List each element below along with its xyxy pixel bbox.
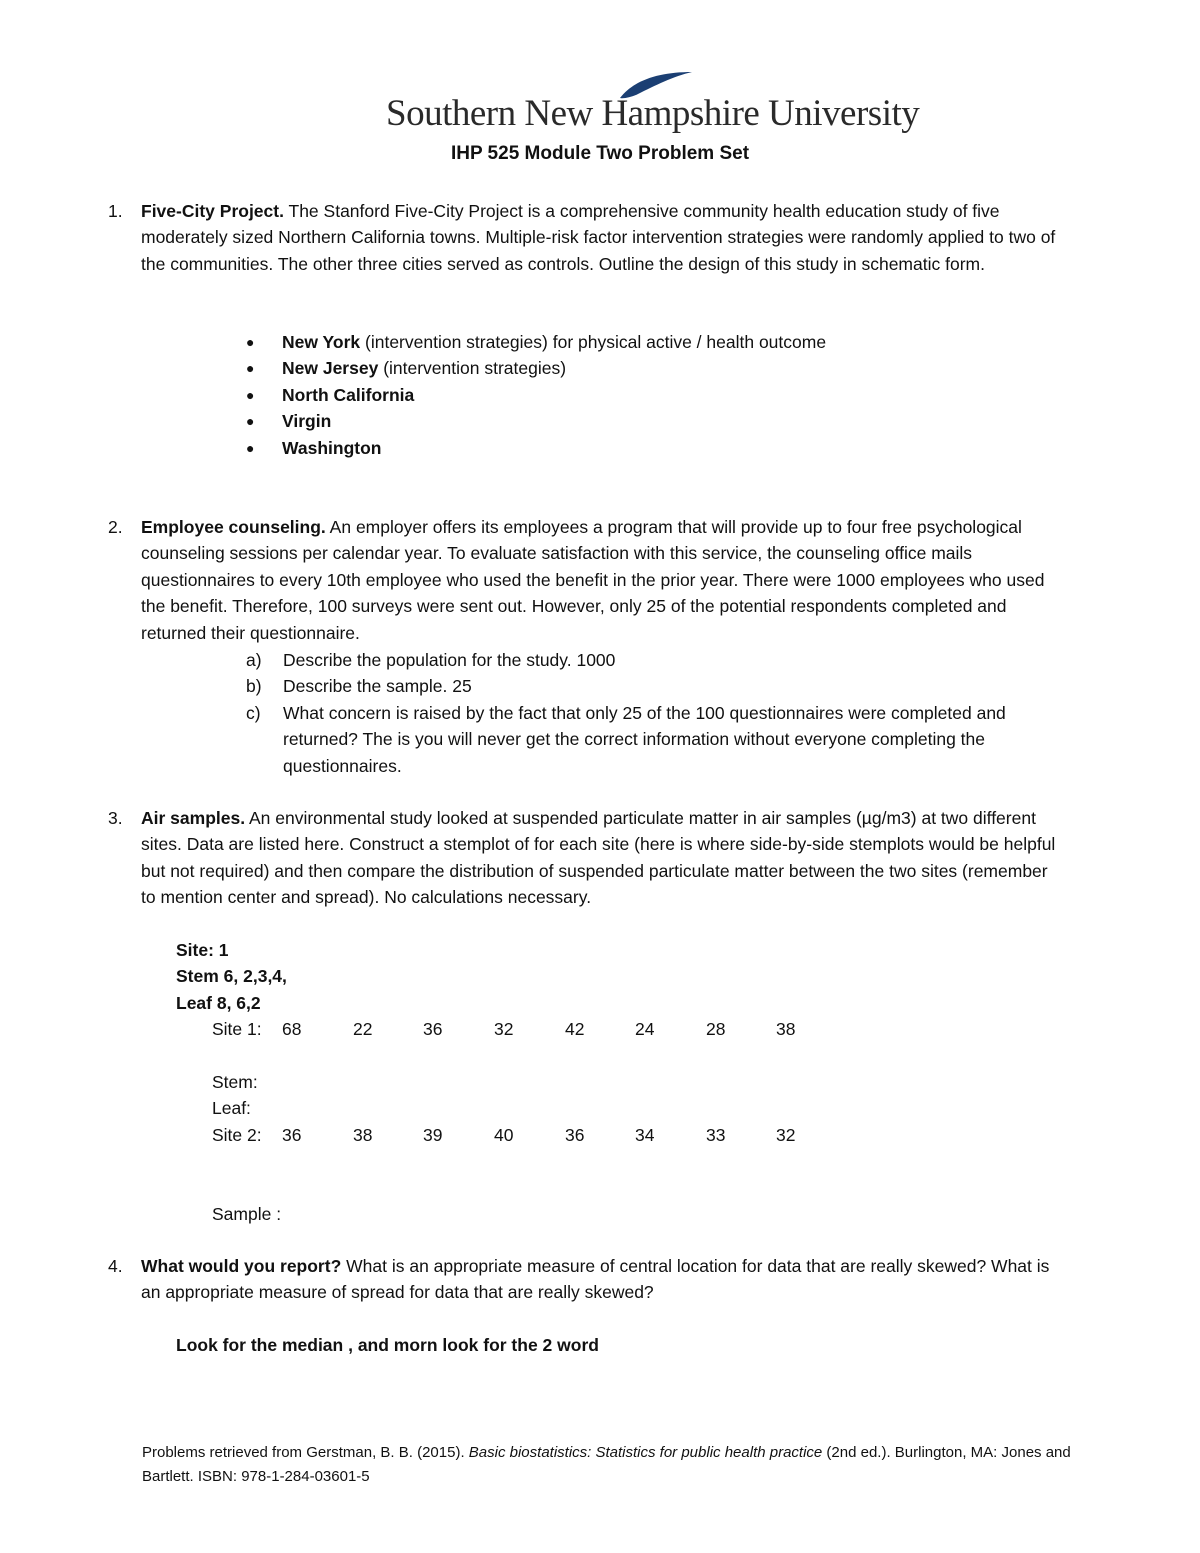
city-name: North California (282, 384, 415, 405)
site-2-value: 33 (706, 1125, 726, 1145)
bullet-icon: ● (246, 334, 255, 350)
site-2-row (0, 1122, 1200, 1149)
site-1-value: 28 (706, 1019, 726, 1039)
question-number: 3. (108, 808, 123, 828)
site-1-value: 68 (282, 1019, 302, 1039)
question-text: What is an appropriate measure of central location for data that are really skewed? What is an appropriate measure of spread for data that are really skewed? (141, 1256, 1050, 1303)
site-1-value: 32 (494, 1019, 514, 1039)
question-number: 1. (108, 201, 123, 221)
site-2-value: 32 (776, 1125, 796, 1145)
site-2-value: 38 (353, 1125, 373, 1145)
site-1-row (0, 1016, 1200, 1043)
answer-text: Look for the median , and morn look for the 2 word (176, 1335, 599, 1355)
site-1-value: 42 (565, 1019, 585, 1039)
stem-label: Stem: (212, 1072, 258, 1092)
bullet-icon: ● (246, 439, 255, 456)
site-2-value: 34 (635, 1125, 655, 1145)
question-number: 4. (108, 1256, 123, 1276)
page-title: IHP 525 Module Two Problem Set (450, 143, 750, 164)
question-heading: Employee counseling. (141, 517, 326, 537)
city-name: Washington (282, 437, 382, 458)
bullet-icon: ● (246, 360, 255, 377)
list-item (246, 647, 1026, 673)
bullet-icon: ● (246, 413, 255, 430)
sample-label: Sample : (212, 1204, 282, 1224)
item-text: Describe the sample. 25 (283, 676, 472, 697)
list-item (246, 673, 1026, 699)
question-heading: What would you report? (141, 1256, 342, 1276)
question-body (141, 514, 1061, 646)
question-heading: Five-City Project. (141, 201, 284, 221)
item-text: Describe the population for the study. 1000 (283, 650, 616, 670)
bullet-icon: ● (246, 386, 255, 403)
footer-citation (142, 1441, 1072, 1488)
site-2-label: Site 2: (212, 1125, 262, 1145)
stem-line: Stem 6, 2,3,4, (176, 966, 287, 986)
question-text: The Stanford Five-City Project is a comprehensive community health education study of five moderately sized Northern California towns. Multiple-risk factor intervention strategies were randomly applied to two of the communities. The other three cities served as controls. Outline the design of this study in schematic form. (141, 201, 1056, 274)
item-label: a) (246, 650, 262, 670)
site-2-value: 36 (565, 1125, 585, 1145)
site-1-value: 24 (635, 1019, 655, 1039)
leaf-line: Leaf 8, 6,2 (176, 993, 261, 1013)
site-1-value: 38 (776, 1019, 796, 1039)
question-text: An environmental study looked at suspended particulate matter in air samples (µg/m3) at two different sites. Data are listed here. Construct a stemplot of for each site (here is where side-by-side stemplots would be helpful but not required) and then compare the distribution of suspended particulate matter between the two sites (remember to mention center and spread). No calculations necessary. (141, 808, 1056, 908)
city-note: (intervention strategies) for physical active / health outcome (360, 332, 827, 352)
citation-book-title: Basic biostatistics: Statistics for public health practice (468, 1444, 823, 1461)
citation-text: (2nd ed.). Burlington, MA: Jones and Bartlett. ISBN: 978-1-284-03601-5 (142, 1444, 1071, 1485)
question-number: 2. (108, 517, 123, 537)
logo-text: Southern New Hampshire University (386, 93, 920, 134)
item-label: c) (246, 702, 261, 723)
city-name: Virgin (282, 411, 332, 432)
question-heading: Air samples. (141, 808, 246, 828)
university-logo (386, 70, 920, 136)
list-item (246, 700, 1026, 779)
city-name: New Jersey (282, 358, 379, 379)
site-1-value: 36 (423, 1019, 443, 1039)
site-1-value: 22 (353, 1019, 373, 1039)
sub-question-list (246, 647, 1026, 779)
city-note: (intervention strategies) (378, 358, 567, 379)
site-1-label: Site 1: (212, 1019, 262, 1039)
question-body (141, 1253, 1061, 1306)
question-text: An employer offers its employees a program that will provide up to four free psychological counseling sessions per calendar year. To evaluate satisfaction with this service, the counseling office mails questionnaires to every 10th employee who used the benefit in the prior year. There were 1000 employees who used the benefit. Therefore, 100 surveys were sent out. However, only 25 of the potential respondents completed and returned their questionnaire. (141, 517, 1045, 643)
site-2-value: 36 (282, 1125, 302, 1145)
site-2-value: 39 (423, 1125, 443, 1145)
question-body (141, 805, 1061, 911)
citation-text: Problems retrieved from Gerstman, B. B. (2015). (142, 1444, 469, 1461)
city-name: New York (282, 332, 361, 352)
item-text: What concern is raised by the fact that only 25 of the 100 questionnaires were completed and returned? The is you will never get the correct information without everyone completing the questionnaires. (283, 702, 1006, 776)
item-label: b) (246, 676, 262, 697)
site-line: Site: 1 (176, 940, 229, 960)
site-2-value: 40 (494, 1125, 514, 1145)
question-body (141, 198, 1061, 277)
leaf-label: Leaf: (212, 1098, 251, 1118)
